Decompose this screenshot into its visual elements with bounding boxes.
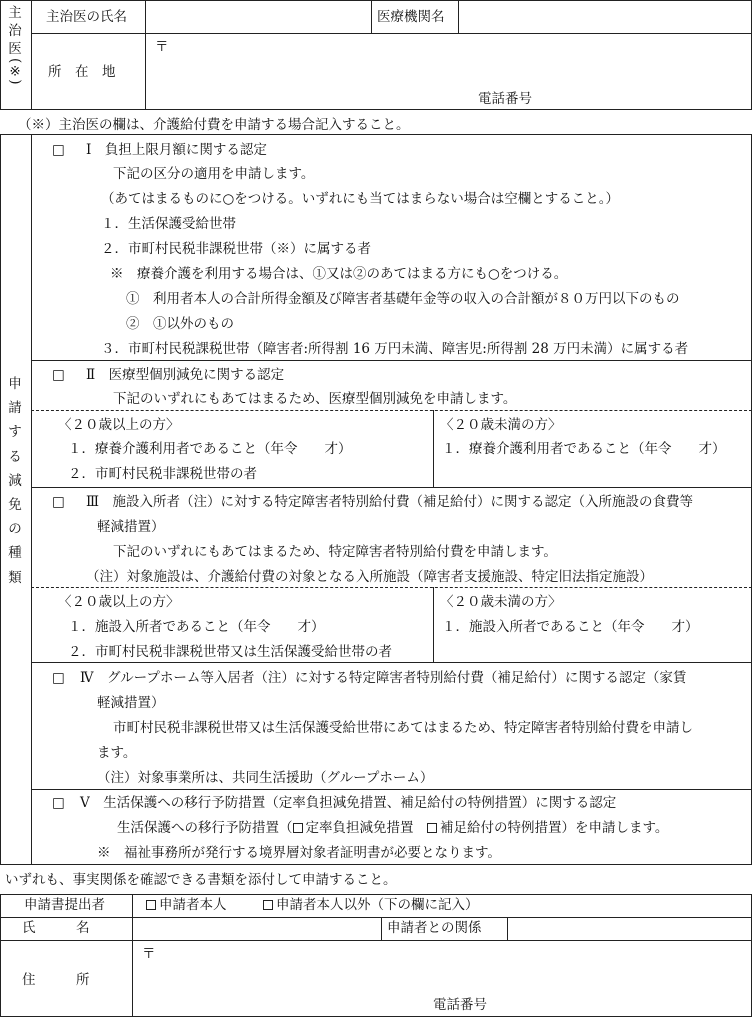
sec1-line2: （あてはまるものに○をつける。いずれにも当てはまらない場合は空欄とすること。） (101, 191, 620, 207)
sec5-opt1-label: 定率負担減免措置 (305, 820, 414, 836)
sec5-opt2-label: 補足給付の特例措置 (440, 820, 562, 836)
sec5-line1 (117, 822, 668, 836)
submitter-row1-bottom (0, 917, 752, 918)
sec3-checkbox[interactable]: □ (52, 494, 65, 510)
sec3-over20-item1[interactable]: １．施設入所者であること（年令 才） (68, 619, 325, 635)
submitter-address-field[interactable] (158, 944, 748, 990)
sec2-title: Ⅱ 医療型個別減免に関する認定 (86, 367, 285, 383)
sec3-line1: 下記のいずれにもあてはまるため、特定障害者特別給付費を申請します。 (113, 544, 557, 560)
reduction-side-label: 申 請 す る 減 免 の 種 類 (8, 376, 22, 586)
sec3-under20-header: 〈２０歳未満の方〉 (440, 594, 562, 610)
sec3-subrow-top (31, 587, 752, 588)
submitter-label: 申請書提出者 (24, 897, 105, 913)
institution-field[interactable] (460, 2, 750, 32)
sec5-title: Ⅴ 生活保護への移行予防措置（定率負担減免措置、補足給付の特例措置）に関する認定 (80, 795, 617, 811)
sec3-title: Ⅲ 施設入所者（注）に対する特定障害者特別給付費（補足給付）に関する認定（入所施設の食費等 (86, 494, 694, 510)
submitter-self-label: 申請者本人 (159, 897, 227, 913)
sec1-title: Ⅰ 負担上限月額に関する認定 (86, 142, 267, 158)
sec1-checkbox[interactable]: □ (52, 142, 65, 158)
sec3-over20-item2[interactable]: ２．市町村民税非課税世帯又は生活保護受給世帯の者 (68, 644, 392, 660)
submitter-phone-field[interactable] (495, 994, 748, 1014)
sec4-title: Ⅳ グループホーム等入居者（注）に対する特定障害者特別給付費（補足給付）に関する認定（家賃 (80, 670, 687, 686)
submitter-address-label: 住 所 (22, 972, 90, 988)
reduction-side-divider (31, 134, 32, 865)
submitter-row2-bottom (0, 940, 752, 941)
doctor-name-field[interactable] (147, 2, 369, 32)
sec2-checkbox[interactable]: □ (52, 367, 65, 383)
doctor-phone-field[interactable] (540, 88, 748, 108)
sec2-age-divider (433, 410, 434, 487)
sec2-under20-header: 〈２０歳未満の方〉 (440, 417, 562, 433)
sec2-over20-header: 〈２０歳以上の方〉 (58, 417, 180, 433)
sec2-over20-item2[interactable]: ２．市町村民税非課税世帯の者 (68, 466, 257, 482)
sec2-under20-item1[interactable]: １．療養介護利用者であること（年令 才） (442, 441, 726, 457)
sec3-under20-item1[interactable]: １．施設入所者であること（年令 才） (442, 619, 699, 635)
doctor-name-label: 主治医の氏名 (46, 9, 127, 25)
sec5-opt1-checkbox[interactable] (293, 823, 303, 833)
sec2-subrow-top (31, 410, 752, 411)
doctor-inst-divider-right (458, 0, 459, 33)
submitter-postal-mark: 〒 (142, 946, 156, 962)
submitter-name-field[interactable] (134, 919, 379, 939)
doctor-side-divider (31, 0, 32, 110)
submitter-other-checkbox[interactable] (263, 900, 273, 910)
sec1-note: ※ 療養介護を利用する場合は、①又は②のあてはまる方にも○をつける。 (110, 266, 568, 282)
relation-divider-left (381, 917, 382, 940)
sec2-line1: 下記のいずれにもあてはまるため、医療型個別減免を申請します。 (113, 391, 517, 407)
submitter-label-divider (132, 894, 133, 1017)
sec3-over20-header: 〈２０歳以上の方〉 (58, 594, 180, 610)
sec3-title-cont: 軽減措置） (97, 519, 165, 535)
sec3-age-divider (433, 587, 434, 662)
sec5-note: ※ 福祉事務所が発行する境界層対象者証明書が必要となります。 (97, 845, 501, 861)
sec1-sub1[interactable]: ① 利用者本人の合計所得金額及び障害者基礎年金等の収入の合計額が８０万円以下のもの (126, 291, 680, 307)
sec1-line1: 下記の区分の適用を申請します。 (113, 166, 315, 182)
sec4-title-cont: 軽減措置） (97, 695, 165, 711)
institution-label: 医療機関名 (377, 9, 445, 25)
sec4-note: （注）対象事業所は、共同生活援助（グループホーム） (97, 770, 434, 786)
sec1-bottom (31, 360, 752, 361)
doctor-postal-mark: 〒 (155, 39, 169, 55)
sec5-line1-post: ）を申請します。 (561, 820, 669, 836)
doctor-phone-label: 電話番号 (478, 91, 532, 107)
doctor-note: （※）主治医の欄は、介護給付費を申請する場合記入すること。 (18, 117, 410, 133)
sec1-item3[interactable]: ３．市町村民税課税世帯（障害者:所得割 16 万円未満、障害児:所得割 28 万円未満）に属する者 (101, 341, 689, 357)
sec4-line1: 市町村民税非課税世帯又は生活保護受給世帯にあてはまるため、特定障害者特別給付費を申請し (113, 720, 693, 736)
sec1-sub2[interactable]: ② ①以外のもの (126, 316, 234, 332)
submitter-opt-self[interactable] (146, 899, 227, 913)
sec2-over20-item1[interactable]: １．療養介護利用者であること（年令 才） (68, 441, 352, 457)
submitter-name-label: 氏 名 (22, 920, 90, 936)
sec5-checkbox[interactable]: □ (52, 795, 65, 811)
sec5-opt2-checkbox[interactable] (427, 823, 437, 833)
sec4-line1-cont: ます。 (97, 745, 137, 761)
attach-note: いずれも、事実関係を確認できる書類を添付して申請すること。 (5, 872, 397, 888)
sec4-bottom (31, 789, 752, 790)
submitter-opt-other[interactable] (263, 899, 479, 913)
sec3-bottom (31, 662, 752, 663)
submitter-phone-label: 電話番号 (433, 997, 487, 1013)
sec2-bottom (31, 487, 752, 488)
relation-divider-right (507, 917, 508, 940)
submitter-self-checkbox[interactable] (146, 900, 156, 910)
sec1-item1[interactable]: １．生活保護受給世帯 (101, 216, 236, 232)
doctor-address-field[interactable] (170, 36, 748, 84)
sec4-checkbox[interactable]: □ (52, 670, 65, 686)
doctor-address-label: 所 在 地 (48, 64, 116, 80)
submitter-other-label: 申請者本人以外（下の欄に記入） (276, 897, 479, 913)
relation-field[interactable] (509, 919, 750, 939)
doctor-inst-divider-left (371, 0, 372, 33)
doctor-row-divider (31, 33, 752, 34)
doctor-label-divider (145, 0, 146, 110)
doctor-side-label: 主 治 医 (※) (7, 5, 23, 85)
sec3-note: （注）対象施設は、介護給付費の対象となる入所施設（障害者支援施設、特定旧法指定施設） (86, 569, 653, 585)
relation-label: 申請者との関係 (387, 920, 482, 936)
sec1-item2[interactable]: ２．市町村民税非課税世帯（※）に属する者 (101, 241, 371, 257)
sec5-line1-pre: 生活保護への移行予防措置（ (117, 820, 293, 836)
